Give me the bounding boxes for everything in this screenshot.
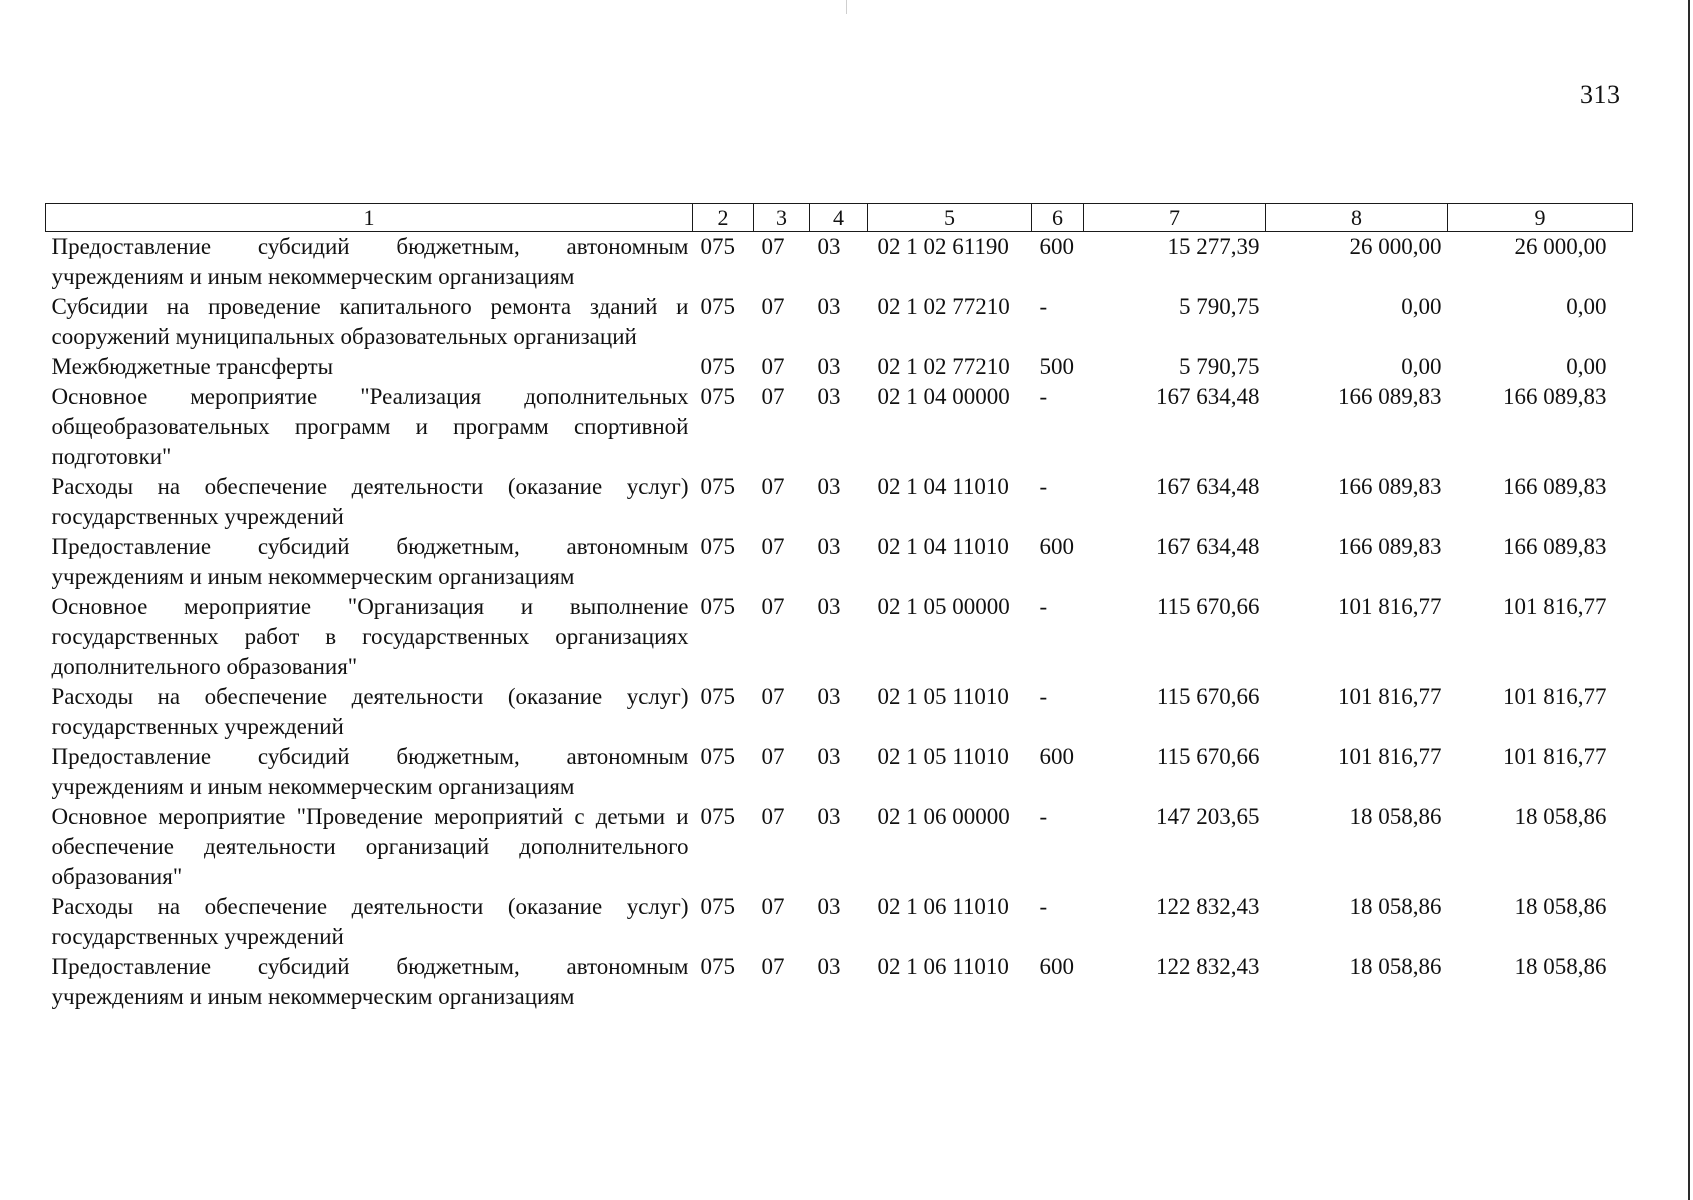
- row-section: 07: [761, 354, 785, 379]
- row-value-col9: 0,00: [1566, 354, 1607, 379]
- row-expense-type: 600: [1039, 534, 1074, 559]
- column-header: 6: [1032, 204, 1084, 232]
- table-row: [46, 592, 1633, 682]
- table-row: [46, 532, 1633, 592]
- budget-table-container: [45, 203, 1632, 1012]
- row-section: 07: [761, 474, 785, 499]
- row-subsection: 03: [817, 684, 841, 709]
- row-target-article: 02 1 06 00000: [877, 804, 1010, 829]
- table-row: [46, 802, 1633, 892]
- row-expense-type: -: [1039, 684, 1048, 709]
- column-header: 4: [810, 204, 868, 232]
- row-value-col9: 101 816,77: [1503, 744, 1607, 769]
- row-grbs: 075: [700, 354, 735, 379]
- table-row: [46, 292, 1633, 352]
- row-target-article: 02 1 02 77210: [877, 354, 1010, 379]
- row-grbs: 075: [700, 804, 735, 829]
- row-value-col8: 101 816,77: [1338, 594, 1442, 619]
- table-row: [46, 352, 1633, 382]
- row-target-article: 02 1 05 11010: [877, 744, 1009, 769]
- row-grbs: 075: [700, 954, 735, 979]
- scan-mark: [846, 0, 847, 14]
- row-grbs: 075: [700, 744, 735, 769]
- row-target-article: 02 1 05 11010: [877, 684, 1009, 709]
- table-row: [46, 382, 1633, 472]
- row-name: Предоставление субсидий бюджетным, автономным учреждениям и иным некоммерческим организациям: [51, 534, 689, 589]
- row-value-col8: 101 816,77: [1338, 684, 1442, 709]
- row-value-col8: 26 000,00: [1349, 234, 1442, 259]
- row-value-col8: 18 058,86: [1349, 894, 1442, 919]
- row-value-col7: 15 277,39: [1167, 234, 1260, 259]
- row-value-col7: 122 832,43: [1156, 894, 1260, 919]
- row-expense-type: 500: [1039, 354, 1074, 379]
- row-name: Основное мероприятие "Реализация дополнительных общеобразовательных программ и программ спортивной подготовки": [51, 384, 689, 469]
- row-value-col7: 115 670,66: [1156, 594, 1260, 619]
- row-value-col9: 18 058,86: [1514, 804, 1607, 829]
- row-name: Предоставление субсидий бюджетным, автономным учреждениям и иным некоммерческим организациям: [51, 744, 689, 799]
- row-value-col8: 166 089,83: [1338, 384, 1442, 409]
- row-section: 07: [761, 234, 785, 259]
- table-row: [46, 472, 1633, 532]
- column-header: 7: [1084, 204, 1266, 232]
- header-row: [46, 204, 1633, 232]
- row-expense-type: -: [1039, 294, 1048, 319]
- row-expense-type: -: [1039, 594, 1048, 619]
- row-target-article: 02 1 04 11010: [877, 474, 1009, 499]
- row-value-col7: 122 832,43: [1156, 954, 1260, 979]
- table-header: [46, 204, 1633, 232]
- row-value-col9: 18 058,86: [1514, 954, 1607, 979]
- row-value-col7: 5 790,75: [1179, 354, 1260, 379]
- row-grbs: 075: [700, 894, 735, 919]
- row-section: 07: [761, 534, 785, 559]
- row-value-col9: 101 816,77: [1503, 594, 1607, 619]
- row-expense-type: -: [1039, 804, 1048, 829]
- row-section: 07: [761, 894, 785, 919]
- row-target-article: 02 1 04 11010: [877, 534, 1009, 559]
- row-grbs: 075: [700, 234, 735, 259]
- row-expense-type: -: [1039, 894, 1048, 919]
- row-name: Субсидии на проведение капитального ремонта зданий и сооружений муниципальных образовательных организаций: [51, 294, 689, 349]
- table-row: [46, 892, 1633, 952]
- row-target-article: 02 1 06 11010: [877, 894, 1009, 919]
- row-value-col8: 0,00: [1401, 294, 1442, 319]
- row-name: Предоставление субсидий бюджетным, автономным учреждениям и иным некоммерческим организациям: [51, 954, 689, 1009]
- row-subsection: 03: [817, 534, 841, 559]
- row-target-article: 02 1 06 11010: [877, 954, 1009, 979]
- row-subsection: 03: [817, 234, 841, 259]
- column-header: 9: [1448, 204, 1633, 232]
- row-grbs: 075: [700, 294, 735, 319]
- row-value-col8: 166 089,83: [1338, 534, 1442, 559]
- row-subsection: 03: [817, 384, 841, 409]
- row-name: Расходы на обеспечение деятельности (оказание услуг) государственных учреждений: [51, 684, 689, 739]
- row-section: 07: [761, 294, 785, 319]
- row-value-col9: 0,00: [1566, 294, 1607, 319]
- row-name: Основное мероприятие "Организация и выполнение государственных работ в государственных организациях дополнительного образования": [51, 594, 689, 679]
- table-row: [46, 742, 1633, 802]
- row-subsection: 03: [817, 294, 841, 319]
- row-subsection: 03: [817, 744, 841, 769]
- column-header: 2: [693, 204, 754, 232]
- table-body: [46, 232, 1633, 1013]
- row-value-col8: 0,00: [1401, 354, 1442, 379]
- row-value-col9: 166 089,83: [1503, 534, 1607, 559]
- row-subsection: 03: [817, 594, 841, 619]
- row-name: Предоставление субсидий бюджетным, автономным учреждениям и иным некоммерческим организациям: [51, 234, 689, 289]
- row-value-col7: 147 203,65: [1156, 804, 1260, 829]
- row-grbs: 075: [700, 474, 735, 499]
- column-header: 5: [868, 204, 1032, 232]
- table-row: [46, 952, 1633, 1012]
- row-value-col9: 18 058,86: [1514, 894, 1607, 919]
- row-value-col9: 101 816,77: [1503, 684, 1607, 709]
- row-expense-type: 600: [1039, 954, 1074, 979]
- table-row: [46, 682, 1633, 742]
- table-row: [46, 232, 1633, 293]
- row-grbs: 075: [700, 594, 735, 619]
- row-subsection: 03: [817, 474, 841, 499]
- row-value-col7: 167 634,48: [1156, 534, 1260, 559]
- row-section: 07: [761, 804, 785, 829]
- scan-edge-line: [1688, 0, 1690, 1200]
- column-header: 1: [46, 204, 693, 232]
- row-subsection: 03: [817, 954, 841, 979]
- row-expense-type: -: [1039, 384, 1048, 409]
- page-number: 313: [1580, 80, 1621, 109]
- row-section: 07: [761, 384, 785, 409]
- row-expense-type: 600: [1039, 744, 1074, 769]
- row-value-col9: 26 000,00: [1514, 234, 1607, 259]
- row-value-col8: 101 816,77: [1338, 744, 1442, 769]
- row-name: Основное мероприятие "Проведение мероприятий с детьми и обеспечение деятельности организаций дополнительного образования": [51, 804, 689, 889]
- row-target-article: 02 1 02 61190: [877, 234, 1009, 259]
- row-subsection: 03: [817, 354, 841, 379]
- row-subsection: 03: [817, 894, 841, 919]
- row-target-article: 02 1 04 00000: [877, 384, 1010, 409]
- row-value-col7: 115 670,66: [1156, 684, 1260, 709]
- row-value-col8: 18 058,86: [1349, 954, 1442, 979]
- row-value-col7: 167 634,48: [1156, 384, 1260, 409]
- row-name: Расходы на обеспечение деятельности (оказание услуг) государственных учреждений: [51, 894, 689, 949]
- row-section: 07: [761, 684, 785, 709]
- row-grbs: 075: [700, 384, 735, 409]
- row-section: 07: [761, 594, 785, 619]
- row-value-col7: 5 790,75: [1179, 294, 1260, 319]
- row-section: 07: [761, 954, 785, 979]
- row-name: Расходы на обеспечение деятельности (оказание услуг) государственных учреждений: [51, 474, 689, 529]
- row-value-col7: 167 634,48: [1156, 474, 1260, 499]
- row-name: Межбюджетные трансферты: [51, 354, 334, 379]
- row-value-col9: 166 089,83: [1503, 474, 1607, 499]
- row-value-col9: 166 089,83: [1503, 384, 1607, 409]
- row-value-col7: 115 670,66: [1156, 744, 1260, 769]
- row-expense-type: 600: [1039, 234, 1074, 259]
- row-subsection: 03: [817, 804, 841, 829]
- row-target-article: 02 1 05 00000: [877, 594, 1010, 619]
- row-expense-type: -: [1039, 474, 1048, 499]
- row-grbs: 075: [700, 684, 735, 709]
- budget-table: [45, 203, 1633, 1012]
- row-value-col8: 18 058,86: [1349, 804, 1442, 829]
- row-target-article: 02 1 02 77210: [877, 294, 1010, 319]
- row-section: 07: [761, 744, 785, 769]
- column-header: 8: [1266, 204, 1448, 232]
- column-header: 3: [754, 204, 810, 232]
- row-value-col8: 166 089,83: [1338, 474, 1442, 499]
- row-grbs: 075: [700, 534, 735, 559]
